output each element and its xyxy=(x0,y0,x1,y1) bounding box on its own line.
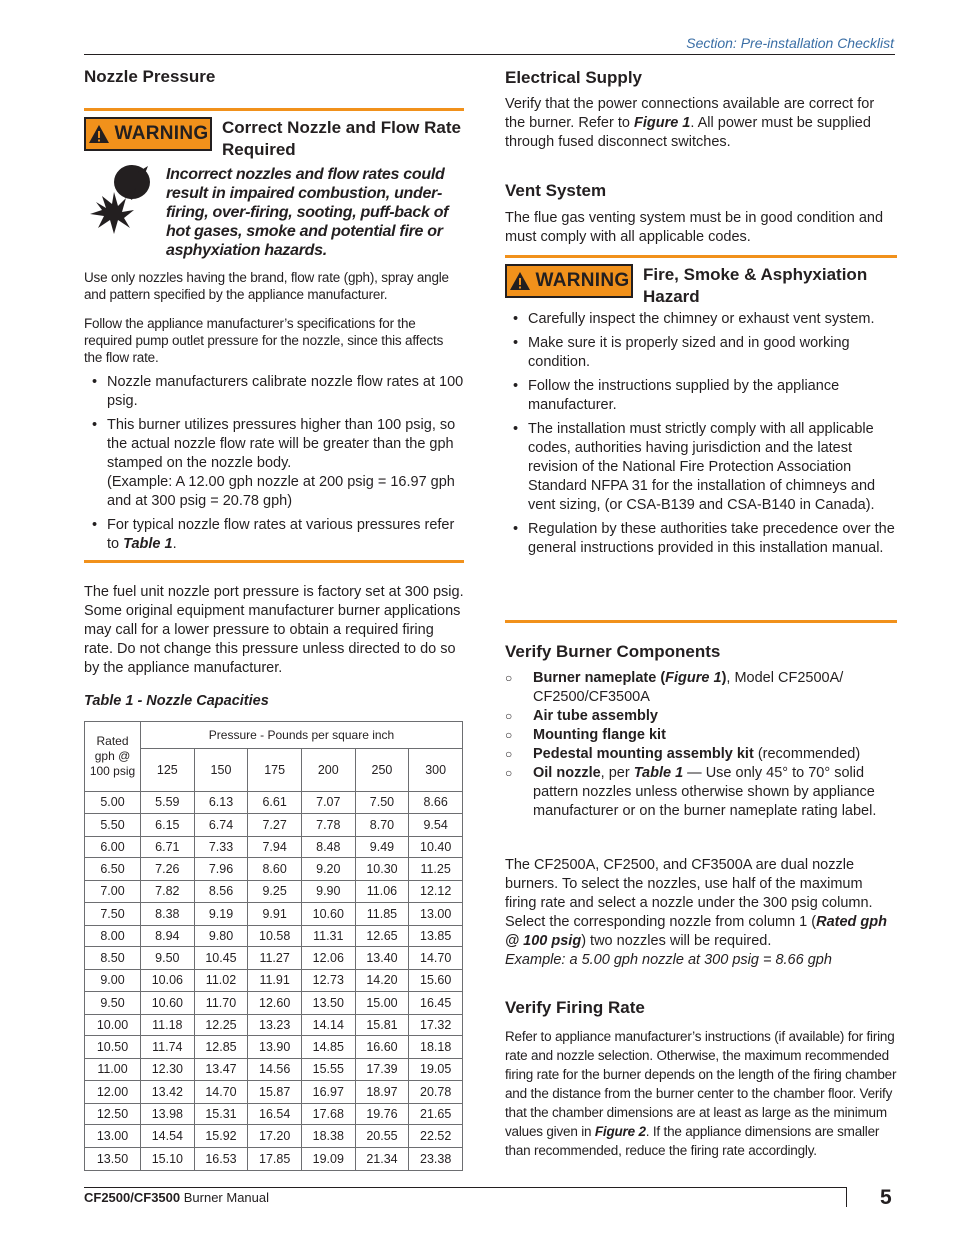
warning-header xyxy=(84,117,464,161)
flow-rate-cell: 13.90 xyxy=(248,1036,302,1059)
nozzle-para-3: The fuel unit nozzle port pressure is factory set at 300 psig. Some original equipment manufacturer burner applications may call for a lower pressure to obtain a required firing rate. Do not change this pressure unless directed to do so by the appliance manufacturer. xyxy=(84,584,464,676)
table-row xyxy=(85,813,463,836)
flow-rate-cell: 15.81 xyxy=(355,1014,409,1036)
warning-rule-top xyxy=(84,108,464,111)
flow-rate-cell: 10.40 xyxy=(409,836,463,858)
flow-rate-cell: 7.94 xyxy=(248,836,302,858)
section-label: Section: Pre-installation Checklist xyxy=(686,35,894,51)
flow-rate-cell: 9.91 xyxy=(248,902,302,925)
flow-rate-cell: 6.71 xyxy=(141,836,195,858)
footer-divider xyxy=(846,1187,847,1207)
flow-rate-cell: 21.34 xyxy=(355,1148,409,1171)
flow-rate-cell: 7.50 xyxy=(355,792,409,814)
table-row xyxy=(85,836,463,858)
electrical-supply-text: Verify that the power connections available are correct for the burner. Refer to Figure 1. All power must be supplied through fused disconnect switches. xyxy=(505,96,875,150)
table-caption: Table 1 - Nozzle Capacities xyxy=(84,693,269,709)
flow-rate-cell: 9.19 xyxy=(194,902,248,925)
table-row xyxy=(85,881,463,903)
flow-rate-cell: 10.45 xyxy=(194,947,248,970)
flow-rate-cell: 12.73 xyxy=(301,970,355,992)
flow-rate-cell: 13.40 xyxy=(355,947,409,970)
flow-rate-cell: 12.85 xyxy=(194,1036,248,1059)
flow-rate-cell: 7.33 xyxy=(194,836,248,858)
flow-rate-cell: 22.52 xyxy=(409,1125,463,1148)
flow-rate-cell: 9.49 xyxy=(355,836,409,858)
flow-rate-cell: 11.25 xyxy=(409,858,463,881)
flow-rate-cell: 12.30 xyxy=(141,1059,195,1081)
rated-gph-cell: 12.00 xyxy=(85,1080,141,1103)
flow-rate-cell: 8.48 xyxy=(301,836,355,858)
flow-rate-cell: 17.39 xyxy=(355,1059,409,1081)
pressure-column-header: 125 xyxy=(141,749,195,792)
table-body xyxy=(85,792,463,1171)
flow-rate-cell: 15.31 xyxy=(194,1103,248,1125)
flow-rate-cell: 15.55 xyxy=(301,1059,355,1081)
components-list xyxy=(505,669,897,821)
rated-gph-cell: 11.00 xyxy=(85,1059,141,1081)
nozzle-capacity-table xyxy=(84,721,463,1171)
flow-rate-cell: 9.54 xyxy=(409,813,463,836)
flow-rate-cell: 11.85 xyxy=(355,902,409,925)
flow-rate-cell: 8.94 xyxy=(141,925,195,947)
rated-gph-cell: 5.50 xyxy=(85,813,141,836)
list-item: ○ Oil nozzle, per Table 1 — Use only 45° to 70° solid pattern nozzles unless otherwise shown by appliance manufacturer or on the burner nameplate rating label. xyxy=(505,764,897,821)
flow-rate-cell: 14.14 xyxy=(301,1014,355,1036)
rated-gph-cell: 8.50 xyxy=(85,947,141,970)
table-row xyxy=(85,1059,463,1081)
flow-rate-cell: 13.42 xyxy=(141,1080,195,1103)
pressure-column-header: 300 xyxy=(409,749,463,792)
warning-badge xyxy=(84,117,212,151)
flow-rate-cell: 13.98 xyxy=(141,1103,195,1125)
flow-rate-cell: 7.82 xyxy=(141,881,195,903)
firing-rate-text: Refer to appliance manufacturer’s instructions (if available) for firing rate and nozzle selection. Otherwise, the maximum recommended firing rate for the burner depends on the length of the firing chamber and the distance from the burner center to the chamber floor. Verify that the chamber dimensions are at least as large as the minimum values given in Figure 2. If the appliance dimensions are smaller than recommended, reduce the firing rate accordingly. xyxy=(505,1029,897,1158)
flow-rate-cell: 13.50 xyxy=(301,991,355,1014)
flow-rate-cell: 13.00 xyxy=(409,902,463,925)
warning2-rule-top xyxy=(505,255,897,258)
flow-rate-cell: 16.54 xyxy=(248,1103,302,1125)
flow-rate-cell: 18.18 xyxy=(409,1036,463,1059)
flow-rate-cell: 14.85 xyxy=(301,1036,355,1059)
list-item: ○ Burner nameplate (Figure 1), Model CF2500A/ CF2500/CF3500A xyxy=(505,669,897,707)
list-item: • Carefully inspect the chimney or exhaust vent system. xyxy=(505,310,897,329)
flow-rate-cell: 12.60 xyxy=(248,991,302,1014)
flow-rate-cell: 20.78 xyxy=(409,1080,463,1103)
table-row xyxy=(85,925,463,947)
flow-rate-cell: 14.70 xyxy=(409,947,463,970)
flow-rate-cell: 11.70 xyxy=(194,991,248,1014)
rated-gph-cell: 13.00 xyxy=(85,1125,141,1148)
flow-rate-cell: 23.38 xyxy=(409,1148,463,1171)
rated-gph-cell: 10.00 xyxy=(85,1014,141,1036)
vent-system-text: The flue gas venting system must be in good condition and must comply with all applicable codes. xyxy=(505,210,884,245)
flow-rate-cell: 19.09 xyxy=(301,1148,355,1171)
flow-rate-cell: 19.76 xyxy=(355,1103,409,1125)
table-row xyxy=(85,1036,463,1059)
flow-rate-cell: 12.65 xyxy=(355,925,409,947)
list-item: ○ Air tube assembly xyxy=(505,707,897,726)
footer-rule xyxy=(84,1187,846,1188)
pressure-column-header: 250 xyxy=(355,749,409,792)
warning2-title: Fire, Smoke & Asphyxiation Hazard xyxy=(643,265,868,306)
flow-rate-cell: 15.87 xyxy=(248,1080,302,1103)
nozzle-pressure-heading: Nozzle Pressure xyxy=(84,67,216,86)
flow-rate-cell: 15.60 xyxy=(409,970,463,992)
vent-system-heading: Vent System xyxy=(505,181,607,200)
rated-gph-cell: 12.50 xyxy=(85,1103,141,1125)
flow-rate-cell: 15.10 xyxy=(141,1148,195,1171)
flow-rate-cell: 13.23 xyxy=(248,1014,302,1036)
verify-components-heading: Verify Burner Components xyxy=(505,642,721,661)
nozzle-para-2: Follow the appliance manufacturer’s specifications for the required pump outlet pressure for the nozzle, since this affects the flow rate. xyxy=(84,316,444,365)
flow-rate-cell: 16.60 xyxy=(355,1036,409,1059)
flow-rate-cell: 8.38 xyxy=(141,902,195,925)
flow-rate-cell: 18.97 xyxy=(355,1080,409,1103)
rated-gph-cell: 8.00 xyxy=(85,925,141,947)
flow-rate-cell: 13.85 xyxy=(409,925,463,947)
table-row xyxy=(85,902,463,925)
table-row xyxy=(85,947,463,970)
rated-gph-cell: 9.00 xyxy=(85,970,141,992)
flow-rate-cell: 11.91 xyxy=(248,970,302,992)
flow-rate-cell: 8.66 xyxy=(409,792,463,814)
list-item: ○ Pedestal mounting assembly kit (recommended) xyxy=(505,745,897,764)
list-item: ○ Mounting flange kit xyxy=(505,726,897,745)
flow-rate-cell: 11.27 xyxy=(248,947,302,970)
footer-manual-title: CF2500/CF3500 Burner Manual xyxy=(84,1190,270,1205)
flow-rate-cell: 8.56 xyxy=(194,881,248,903)
rated-gph-cell: 10.50 xyxy=(85,1036,141,1059)
flow-rate-cell: 14.70 xyxy=(194,1080,248,1103)
flow-rate-cell: 6.13 xyxy=(194,792,248,814)
flow-rate-cell: 9.90 xyxy=(301,881,355,903)
flow-rate-cell: 15.00 xyxy=(355,991,409,1014)
verify-firing-rate-heading: Verify Firing Rate xyxy=(505,998,645,1017)
nozzle-example: Example: a 5.00 gph nozzle at 300 psig = 8.66 gph xyxy=(505,952,832,968)
hazard-description: Incorrect nozzles and flow rates could result in impaired combustion, under-firing, over-firing, sooting, puff-back of hot gases, smoke and potential fire or asphyxiation hazards. xyxy=(166,166,449,259)
flow-rate-cell: 20.55 xyxy=(355,1125,409,1148)
flow-rate-cell: 14.20 xyxy=(355,970,409,992)
flow-rate-cell: 11.06 xyxy=(355,881,409,903)
flow-rate-cell: 13.47 xyxy=(194,1059,248,1081)
flow-rate-cell: 10.58 xyxy=(248,925,302,947)
flow-rate-cell: 21.65 xyxy=(409,1103,463,1125)
flow-rate-cell: 12.25 xyxy=(194,1014,248,1036)
nozzle-bullets xyxy=(84,373,464,559)
flow-rate-cell: 7.07 xyxy=(301,792,355,814)
warning-rule-bottom xyxy=(84,560,464,563)
flow-rate-cell: 11.18 xyxy=(141,1014,195,1036)
table-row xyxy=(85,970,463,992)
flow-rate-cell: 16.45 xyxy=(409,991,463,1014)
flow-rate-cell: 6.15 xyxy=(141,813,195,836)
flow-rate-cell: 8.60 xyxy=(248,858,302,881)
warning-triangle-icon xyxy=(509,271,531,291)
list-item: • This burner utilizes pressures higher than 100 psig, so the actual nozzle flow rate will be greater than the gph stamped on the nozzle body. (Example: A 12.00 gph nozzle at 200 psig = 16.97 gph and at 300 psig = 20.78 gph) xyxy=(84,416,464,511)
rated-gph-header: Rated gph @ 100 psig xyxy=(85,722,141,792)
flow-rate-cell: 8.70 xyxy=(355,813,409,836)
table-row xyxy=(85,1080,463,1103)
flow-rate-cell: 10.60 xyxy=(141,991,195,1014)
warning-badge xyxy=(505,264,633,298)
flow-rate-cell: 18.38 xyxy=(301,1125,355,1148)
flow-rate-cell: 14.56 xyxy=(248,1059,302,1081)
table-row xyxy=(85,858,463,881)
flow-rate-cell: 17.20 xyxy=(248,1125,302,1148)
rated-gph-cell: 7.50 xyxy=(85,902,141,925)
page-number: 5 xyxy=(880,1186,892,1209)
flow-rate-cell: 7.78 xyxy=(301,813,355,836)
warning-word: WARNING xyxy=(114,123,209,144)
flow-rate-cell: 12.12 xyxy=(409,881,463,903)
flow-rate-cell: 9.25 xyxy=(248,881,302,903)
rated-gph-cell: 6.50 xyxy=(85,858,141,881)
flow-rate-cell: 16.97 xyxy=(301,1080,355,1103)
electrical-supply-heading: Electrical Supply xyxy=(505,68,642,87)
rated-gph-cell: 5.00 xyxy=(85,792,141,814)
list-item: • Regulation by these authorities take precedence over the general instructions provided in this installation manual. xyxy=(505,520,897,558)
flow-rate-cell: 6.74 xyxy=(194,813,248,836)
table-row xyxy=(85,991,463,1014)
flow-rate-cell: 11.02 xyxy=(194,970,248,992)
flow-rate-cell: 9.80 xyxy=(194,925,248,947)
list-item: • For typical nozzle flow rates at various pressures refer to Table 1. xyxy=(84,516,464,554)
flow-rate-cell: 9.20 xyxy=(301,858,355,881)
flow-rate-cell: 11.74 xyxy=(141,1036,195,1059)
table-row xyxy=(85,1103,463,1125)
flow-rate-cell: 10.60 xyxy=(301,902,355,925)
nozzle-para-1: Use only nozzles having the brand, flow rate (gph), spray angle and pattern specified by the appliance manufacturer. xyxy=(84,270,449,302)
flow-rate-cell: 9.50 xyxy=(141,947,195,970)
table-row xyxy=(85,1125,463,1148)
list-item: • Make sure it is properly sized and in good working condition. xyxy=(505,334,897,372)
flow-rate-cell: 5.59 xyxy=(141,792,195,814)
pressure-row xyxy=(85,749,463,792)
pressure-column-header: 150 xyxy=(194,749,248,792)
flow-rate-cell: 11.31 xyxy=(301,925,355,947)
warning2-bullets xyxy=(505,310,897,563)
rated-gph-cell: 13.50 xyxy=(85,1148,141,1171)
list-item: • Nozzle manufacturers calibrate nozzle flow rates at 100 psig. xyxy=(84,373,464,411)
pressure-column-header: 200 xyxy=(301,749,355,792)
warning-triangle-icon xyxy=(88,124,110,144)
flow-rate-cell: 7.96 xyxy=(194,858,248,881)
flow-rate-cell: 17.32 xyxy=(409,1014,463,1036)
flow-rate-cell: 10.06 xyxy=(141,970,195,992)
warning-word: WARNING xyxy=(535,270,630,291)
pressure-header: Pressure - Pounds per square inch xyxy=(141,722,463,749)
flow-rate-cell: 14.54 xyxy=(141,1125,195,1148)
warning-title: Correct Nozzle and Flow Rate Required xyxy=(222,118,461,159)
list-item: • Follow the instructions supplied by the appliance manufacturer. xyxy=(505,377,897,415)
table-row xyxy=(85,792,463,814)
flow-rate-cell: 15.92 xyxy=(194,1125,248,1148)
rated-gph-cell: 9.50 xyxy=(85,991,141,1014)
rated-gph-cell: 6.00 xyxy=(85,836,141,858)
flow-rate-cell: 7.27 xyxy=(248,813,302,836)
dual-nozzle-text: The CF2500A, CF2500, and CF3500A are dual nozzle burners. To select the nozzles, use half of the maximum firing rate and select a nozzle under the 300 psig column. Select the corresponding nozzle from column 1 (Rated gph @ 100 psig) two nozzles will be required. Example: a 5.00 gph nozzle at 300 psig = 8.66 gph xyxy=(505,857,887,968)
flow-rate-cell: 19.05 xyxy=(409,1059,463,1081)
warning2-rule-bottom xyxy=(505,620,897,623)
table-row xyxy=(85,1148,463,1171)
flow-rate-cell: 16.53 xyxy=(194,1148,248,1171)
flow-rate-cell: 12.06 xyxy=(301,947,355,970)
warning2-header xyxy=(505,264,897,308)
rated-gph-cell: 7.00 xyxy=(85,881,141,903)
flow-rate-cell: 6.61 xyxy=(248,792,302,814)
flow-rate-cell: 7.26 xyxy=(141,858,195,881)
list-item: • The installation must strictly comply with all applicable codes, authorities having jurisdiction and the latest revision of the National Fire Protection Association Standard NFPA 31 for the installation of chimneys and vent sizing, (or CSA-B139 and CSA-B140 in Canada). xyxy=(505,420,897,515)
header-rule xyxy=(84,54,895,55)
flow-rate-cell: 10.30 xyxy=(355,858,409,881)
pressure-column-header: 175 xyxy=(248,749,302,792)
flow-rate-cell: 17.85 xyxy=(248,1148,302,1171)
table-row xyxy=(85,1014,463,1036)
flow-rate-cell: 17.68 xyxy=(301,1103,355,1125)
